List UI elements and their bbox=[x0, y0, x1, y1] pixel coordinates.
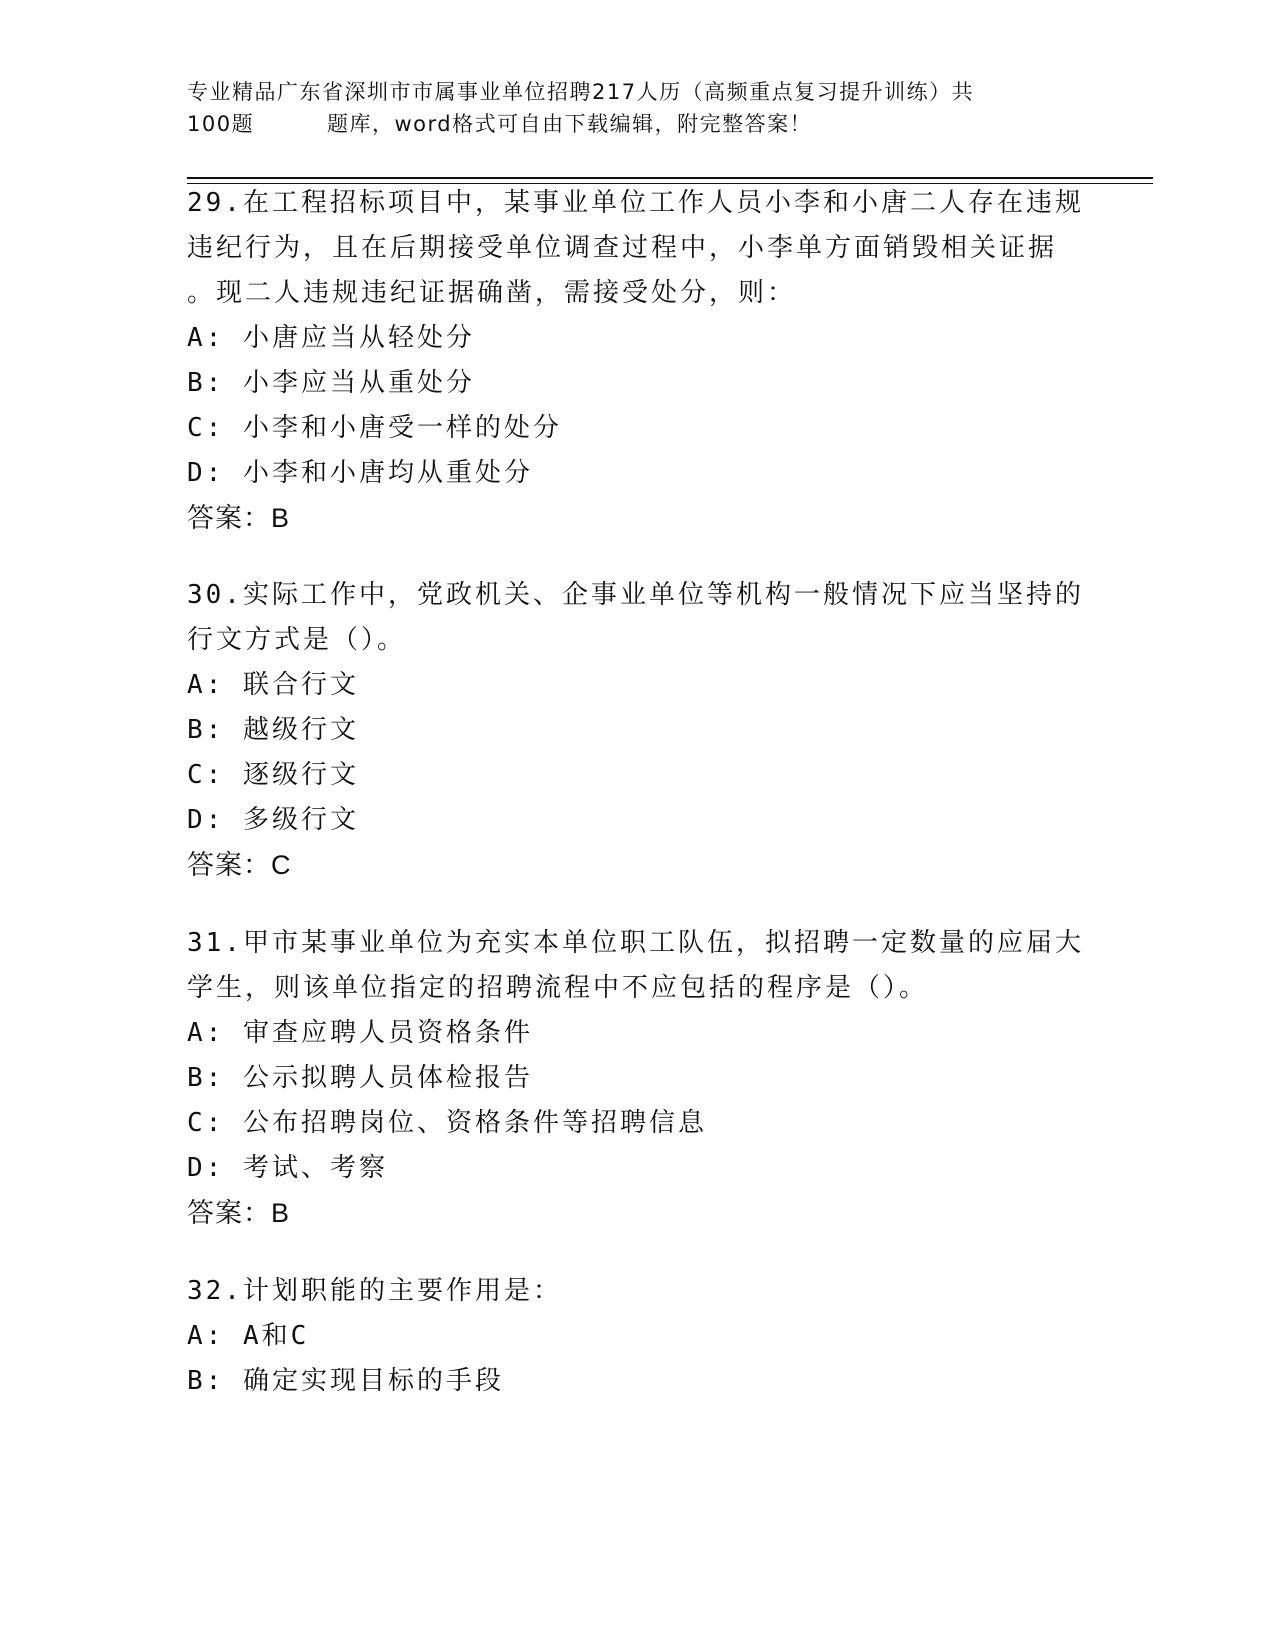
stem-line: 32.计划职能的主要作用是： bbox=[187, 1276, 562, 1306]
option-a: A: 联合行文 bbox=[187, 670, 359, 700]
option-a: A: 审查应聘人员资格条件 bbox=[187, 1018, 533, 1048]
option-d: D: 小李和小唐均从重处分 bbox=[187, 458, 533, 488]
option-b: B: 越级行文 bbox=[187, 715, 359, 745]
option-b: B: 确定实现目标的手段 bbox=[187, 1366, 504, 1396]
option-d: D: 考试、考察 bbox=[187, 1153, 388, 1183]
header-divider-thick bbox=[187, 177, 1153, 179]
header-line-1: 专业精品广东省深圳市市属事业单位招聘217人历（高频重点复习提升训练）共 bbox=[187, 80, 975, 104]
option-d: D: 多级行文 bbox=[187, 805, 359, 835]
question-stem bbox=[187, 181, 1087, 316]
document-header bbox=[187, 76, 1067, 140]
option-a: A: A和C bbox=[187, 1321, 310, 1351]
question-31 bbox=[187, 921, 1087, 1236]
option-a: A: 小唐应当从轻处分 bbox=[187, 323, 475, 353]
stem-line: 。现二人违规违纪证据确凿，需接受处分，则： bbox=[187, 278, 797, 308]
stem-line: 学生，则该单位指定的招聘流程中不应包括的程序是（）。 bbox=[187, 973, 929, 1003]
option-b: B: 小李应当从重处分 bbox=[187, 368, 475, 398]
header-line-2 bbox=[187, 108, 1067, 140]
answer: 答案：C bbox=[187, 850, 292, 880]
stem-line: 违纪行为，且在后期接受单位调查过程中，小李单方面销毁相关证据 bbox=[187, 233, 1058, 263]
question-stem bbox=[187, 921, 1087, 1011]
question-32 bbox=[187, 1269, 1087, 1404]
stem-line: 30.实际工作中，党政机关、企事业单位等机构一般情况下应当坚持的 bbox=[187, 580, 1084, 610]
stem-line: 行文方式是（）。 bbox=[187, 625, 407, 655]
header-question-count: 100题 bbox=[187, 112, 255, 136]
option-c: C: 公布招聘岗位、资格条件等招聘信息 bbox=[187, 1108, 707, 1138]
option-c: C: 逐级行文 bbox=[187, 760, 359, 790]
stem-line: 31.甲市某事业单位为充实本单位职工队伍，拟招聘一定数量的应届大 bbox=[187, 928, 1084, 958]
header-description: 题库，word格式可自由下载编辑，附完整答案！ bbox=[327, 112, 813, 136]
question-stem bbox=[187, 1269, 1087, 1314]
question-30 bbox=[187, 573, 1087, 888]
answer: 答案：B bbox=[187, 503, 291, 533]
answer: 答案：B bbox=[187, 1198, 291, 1228]
question-29 bbox=[187, 181, 1087, 541]
stem-line: 29.在工程招标项目中，某事业单位工作人员小李和小唐二人存在违规 bbox=[187, 188, 1084, 218]
question-stem bbox=[187, 573, 1087, 663]
option-c: C: 小李和小唐受一样的处分 bbox=[187, 413, 562, 443]
option-b: B: 公示拟聘人员体检报告 bbox=[187, 1063, 533, 1093]
